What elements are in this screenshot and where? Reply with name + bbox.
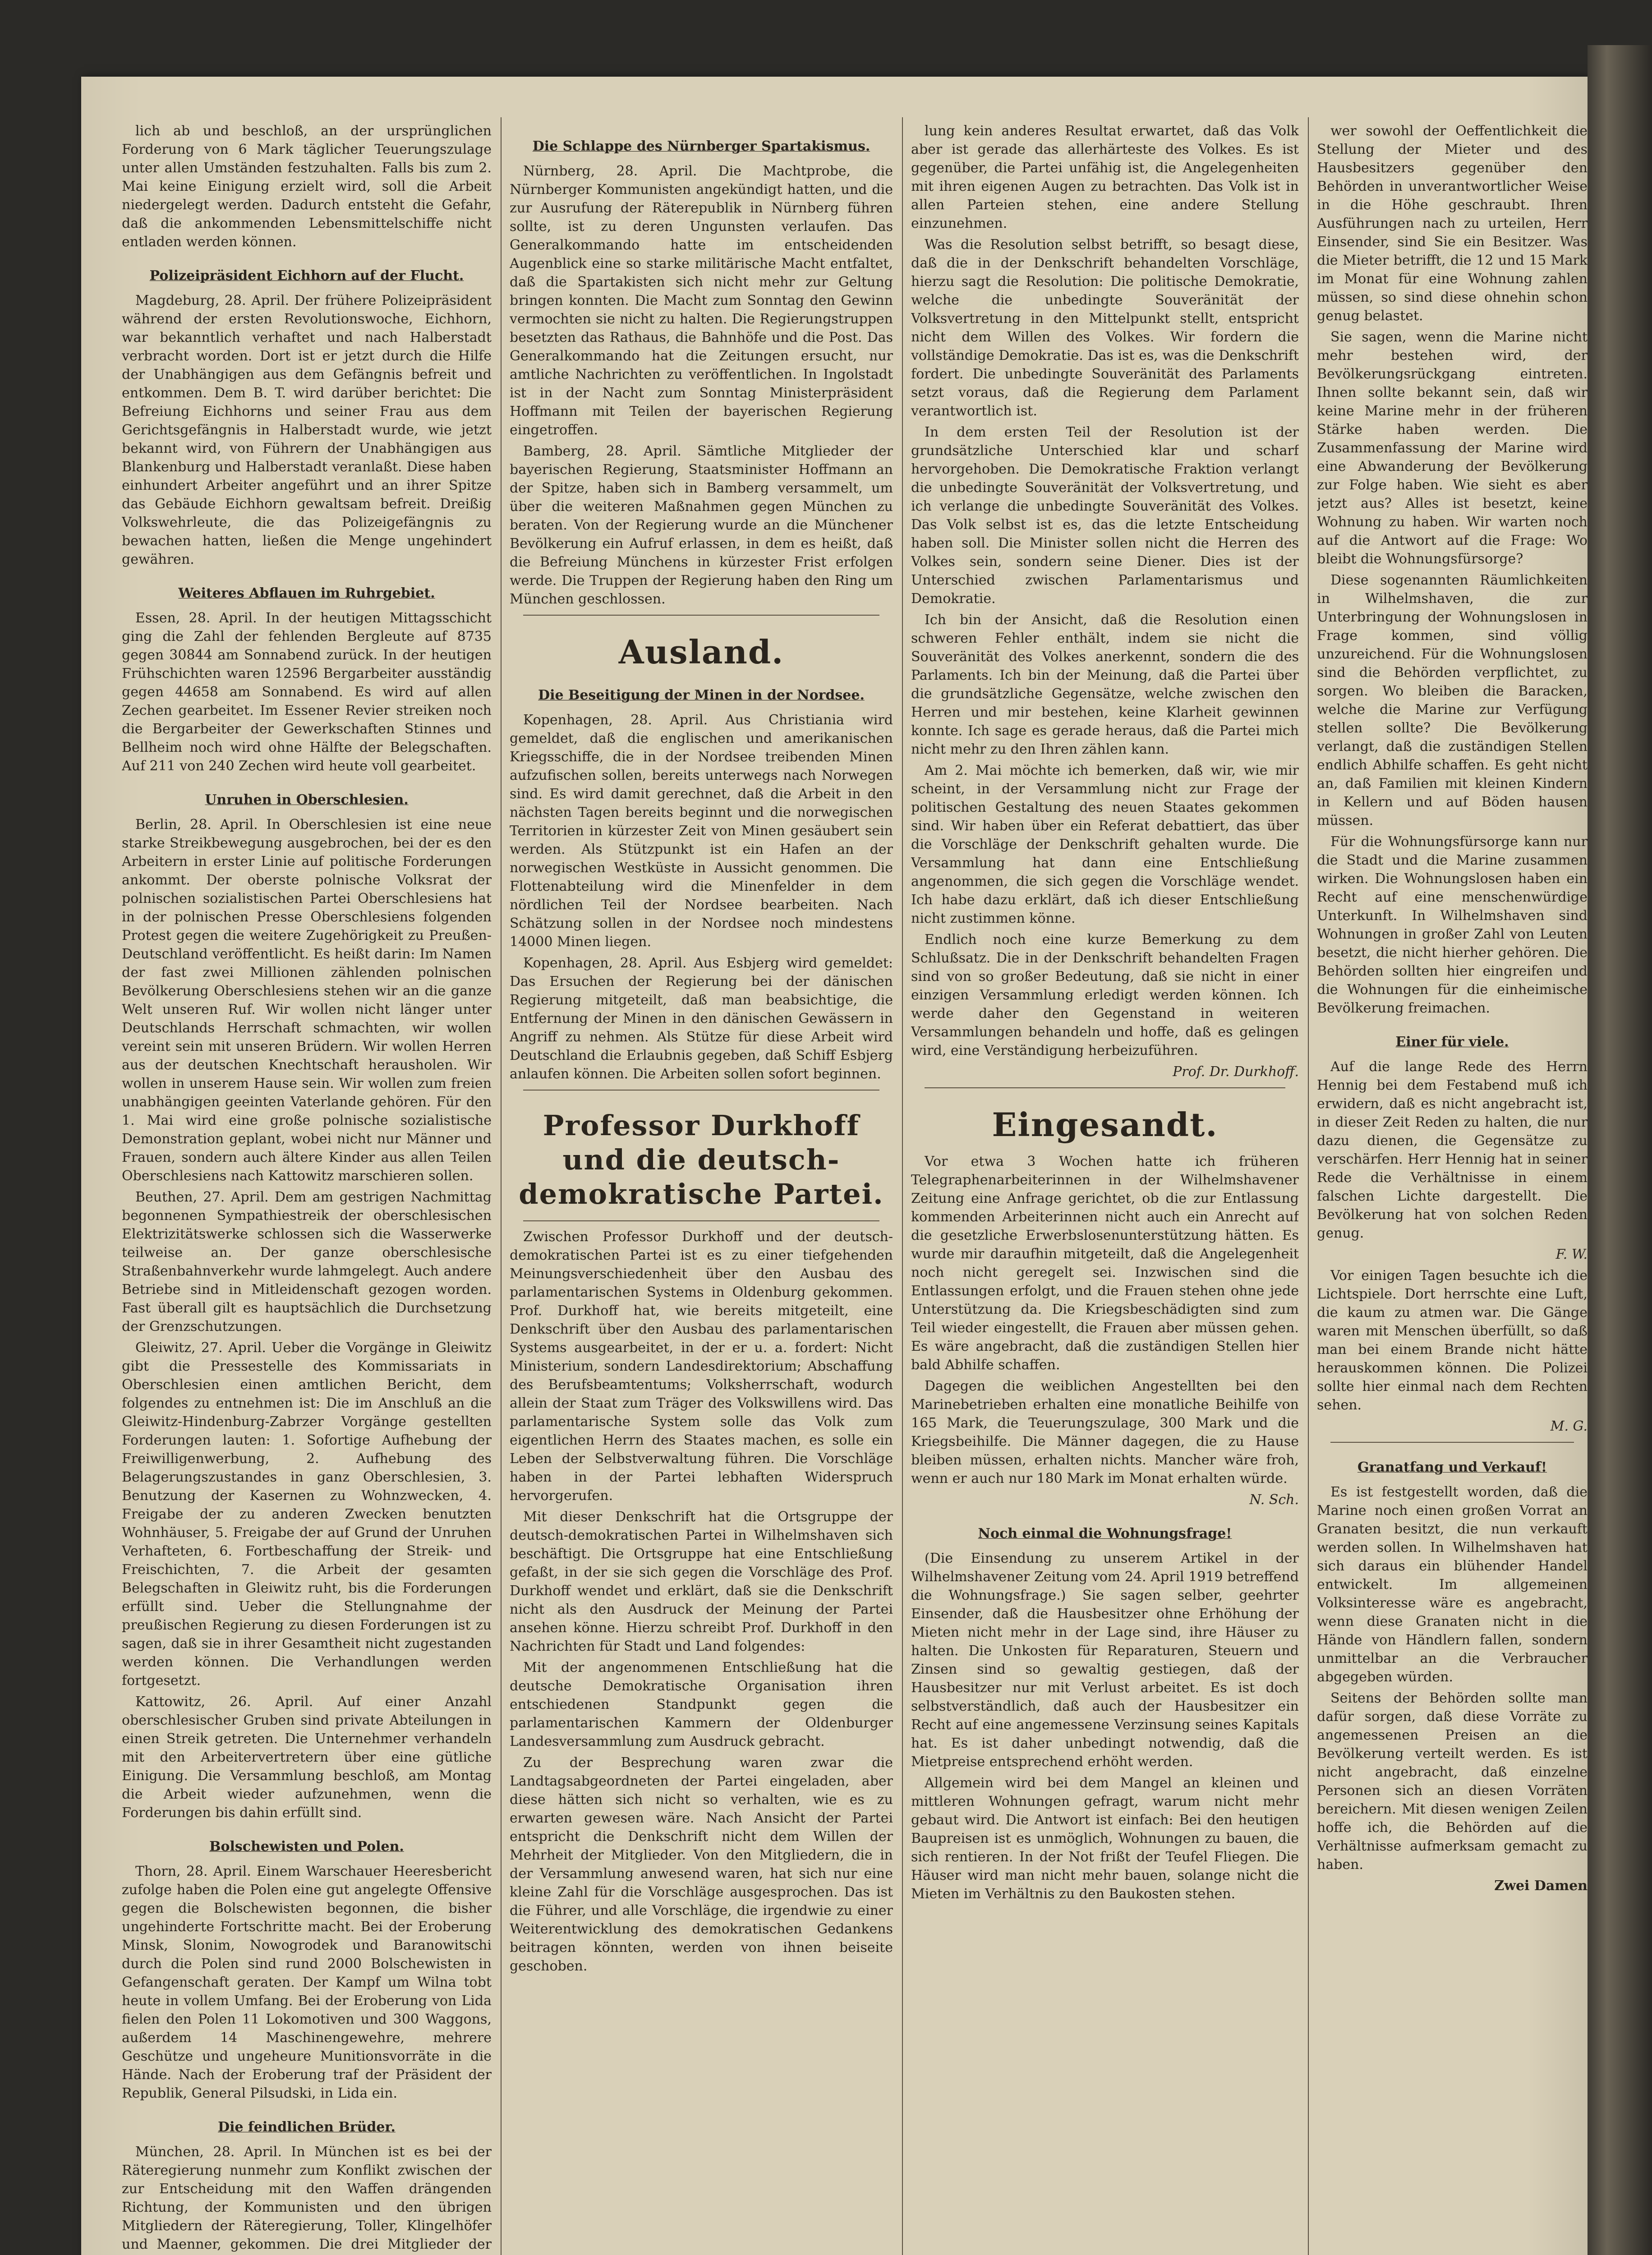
paragraph: Was die Resolution selbst betrifft, so besagt diese, daß die in der Denkschrift behandelten Vorschläge, hierzu sagt die Resolution: Die politische Demokratie, welche die unbedingte Souveränität der Volksvertretung in den Mittelpunkt stellt, entspricht nicht dem Willen des Volkes. Wir fordern die vollständige Demokratie. Das ist es, was die Denkschrift fordert. Die unbedingte Souveränität des Parlaments setzt voraus, daß die Regierung dem Parlament verantwortlich ist. (911, 237, 1299, 419)
paragraph: Dagegen die weiblichen Angestellten bei den Marinebetrieben erhalten eine monatliche Beihilfe von 165 Mark, die Teuerungszulage, 300 Mark und die Kriegsbeihilfe. Die Männer dagegen, die zu Hause bleiben müssen, erhalten nichts. Mancher wäre froh, wenn er auch nur 180 Mark im Monat erhalten würde. (911, 1378, 1299, 1486)
column-2 (510, 122, 893, 2255)
column-4 (1317, 122, 1588, 2255)
column-1 (122, 122, 492, 2255)
section-divider (523, 1220, 879, 1221)
section-heading: Die Beseitigung der Minen in der Nordsee. (538, 687, 865, 703)
paragraph: Kattowitz, 26. April. Auf einer Anzahl oberschlesischer Gruben sind private Abteilungen in einen Streik getreten. Die Unternehmer verhandeln mit den Arbeitervertretern über eine gütliche Einigung. Die Versammlung beschloß, am Montag die Arbeit wieder aufzunehmen, wenn die Forderungen bis dahin erfüllt sind. (122, 1694, 492, 1821)
column-divider (902, 117, 903, 2255)
paragraph: Berlin, 28. April. In Oberschlesien ist eine neue starke Streikbewegung ausgebrochen, bei der es den Arbeitern in erster Linie auf politische Forderungen ankommt. Der oberste polnische Volksrat der polnischen sozialistischen Partei Oberschlesiens hat in der polnischen Presse Oberschlesiens folgenden Protest gegen die weitere Zugehörigkeit zu Preußen-Deutschland veröffentlicht. Es heißt darin: Im Namen der fast zwei Millionen zählenden polnischen Bevölkerung Oberschlesiens stehen wir an die ganze Welt unseren Ruf. Wir wollen nicht länger unter Deutschlands Herrschaft schmachten, wir wollen vereint sein mit unseren Brüdern. Wir wollen Herren aus der deutschen Knechtschaft herausholen. Wir wollen in unserem Hause sein. Wir wollen zum freien unabhängigen geeinten Vaterlande gehören. Für den 1. Mai wird eine große polnische sozialistische Demonstration geplant, wobei nicht nur Männer und Frauen, sondern auch ältere Kinder aus allen Teilen Oberschlesiens nach Kattowitz marschieren sollen. (122, 817, 492, 1184)
section-heading: Einer für viele. (1395, 1034, 1509, 1050)
section-title: Ausland. (618, 633, 784, 671)
section-heading: Die Schlappe des Nürnberger Spartakismus. (532, 138, 870, 154)
paragraph: Seitens der Behörden sollte man dafür sorgen, daß diese Vorräte zu angemessenen Preisen an die Bevölkerung verteilt werden. Es ist nicht angebracht, daß einzelne Personen sich an diesen Vorräten bereichern. Mit diesen wenigen Zeilen hoffe ich, die Behörden auf die Verhältnisse aufmerksam gemacht zu haben. (1317, 1690, 1588, 1873)
section-heading: Granatfang und Verkauf! (1357, 1459, 1547, 1475)
section-heading: Unruhen in Oberschlesien. (205, 792, 409, 808)
paragraph: lich ab und beschloß, an der ursprünglichen Forderung von 6 Mark täglicher Teuerungszulage unter allen Umständen festzuhalten. Falls bis zum 2. Mai keine Einigung erzielt wird, soll die Arbeit niedergelegt werden. Dadurch entsteht die Gefahr, daß die ankommenden Lebensmittelschiffe nicht entladen werden können. (122, 123, 492, 250)
paragraph: Am 2. Mai möchte ich bemerken, daß wir, wie mir scheint, in der Versammlung nicht zur Frage der politischen Gestaltung des neuen Staates gekommen sind. Wir haben über ein Referat debattiert, das über die Vorschläge der Denkschrift gehalten wurde. Die Versammlung hat dann eine Entschließung angenommen, die sich gegen die Vorschläge wendet. Ich habe dazu erklärt, daß ich dieser Entschließung nicht zustimmen könne. (911, 763, 1299, 926)
paragraph: Mit dieser Denkschrift hat die Ortsgruppe der deutsch-demokratischen Partei in Wilhelmshaven sich beschäftigt. Die Ortsgruppe hat eine Entschließung gefaßt, in der sie sich gegen die Vorschläge des Prof. Durkhoff wendet und erklärt, daß sie die Denkschrift nicht als den Ausdruck der Meinung der Partei ansehen könne. Hierzu schreibt Prof. Durkhoff in den Nachrichten für Stadt und Land folgendes: (510, 1509, 893, 1654)
paragraph: Gleiwitz, 27. April. Ueber die Vorgänge in Gleiwitz gibt die Pressestelle des Kommissariats in Oberschlesien einen amtlichen Bericht, dem folgendes zu entnehmen ist: Die im Anschluß an die Gleiwitz-Hindenburg-Zabrzer Vorgänge gestellten Forderungen lauten: 1. Sofortige Aufhebung der Freiwilligenwerbung, 2. Aufhebung des Belagerungszustandes in ganz Oberschlesien, 3. Benutzung der Kasernen zu Wohnzwecken, 4. Freigabe der zu anderen Zwecken benutzten Wohnhäuser, 5. Freigabe der auf Grund der Unruhen Verhafteten, 6. Fortbeschaffung der Streik- und Freischichten, 7. die Arbeit der gesamten Belegschaften in Gleiwitz ruht, bis die Forderungen erfüllt sind. Ueber die Stellungnahme der preußischen Regierung zu diesen Forderungen ist zu sagen, daß sie in ihrer Gesamtheit nicht zugestanden werden können. Die Verhandlungen werden fortgesetzt. (122, 1340, 492, 1689)
column-3 (911, 122, 1299, 2255)
section-divider (523, 1090, 879, 1091)
section-heading: Noch einmal die Wohnungsfrage! (978, 1526, 1232, 1542)
paragraph: Vor etwa 3 Wochen hatte ich früheren Telegraphenarbeiterinnen in der Wilhelmshavener Zeitung eine Anfrage gerichtet, ob die zur Entlassung kommenden Arbeiterinnen nicht auch ein Anrecht auf die gesetzliche Erwerbslosenunterstützung hätten. Es wurde mir daraufhin mitgeteilt, daß die Angelegenheit noch nicht geregelt sei. Inzwischen sind die Entlassungen erfolgt, und die Frauen stehen ohne jede Unterstützung da. Die Kriegsbeschädigten sind zum Teil wieder eingestellt, die Frauen aber müssen gehen. Es wäre angebracht, daß die zuständigen Stellen hier bald Abhilfe schaffen. (911, 1154, 1299, 1373)
section-divider (1330, 1442, 1574, 1443)
article-title: Professor Durkhoff und die deutsch-demokratische Partei. (519, 1109, 884, 1210)
signature: Prof. Dr. Durkhoff. (1173, 1064, 1299, 1080)
section-heading: Weiteres Abflauen im Ruhrgebiet. (178, 585, 435, 601)
paragraph: Thorn, 28. April. Einem Warschauer Heeresbericht zufolge haben die Polen eine gut angelegte Offensive gegen die Bolschewisten begonnen, die bisher ungehinderte Fortschritte macht. Bei der Eroberung Minsk, Slonim, Nowogrodek und Baranowitschi durch die Polen sind rund 2000 Bolschewisten in Gefangenschaft geraten. Der Kampf um Wilna tobt heute in vollem Umfang. Bei der Eroberung von Lida fielen den Polen 11 Lokomotiven und 300 Waggons, außerdem 14 Maschinengewehre, mehrere Geschütze und ungeheure Munitionsvorräte in die Hände. Nach der Eroberung traf der Präsident der Republik, General Pilsudski, in Lida ein. (122, 1864, 492, 2101)
section-heading: Die feindlichen Brüder. (218, 2119, 396, 2135)
column-divider (501, 117, 502, 2255)
section-heading: Bolschewisten und Polen. (209, 1839, 404, 1855)
paragraph: wer sowohl der Oeffentlichkeit die Stellung der Mieter und des Hausbesitzers gegenüber den Behörden in unverantwortlicher Weise in die Höhe geschraubt. Ihren Ausführungen nach zu urteilen, Herr Einsender, sind Sie ein Besitzer. Was die Mieter betrifft, die 12 und 15 Mark im Monat für eine Wohnung zahlen müssen, so sind diese ohnehin schon genug belastet. (1317, 123, 1588, 324)
paragraph: Kopenhagen, 28. April. Aus Christiania wird gemeldet, daß die englischen und amerikanischen Kriegsschiffe, die in der Nordsee treibenden Minen aufzufischen sollen, bereits unterwegs nach Norwegen sind. Es wird damit gerechnet, daß die Arbeit in den nächsten Tagen bereits beginnt und die norwegischen Territorien in kürzester Zeit von Minen gesäubert sein werden. Als Stützpunkt ist ein Hafen an der norwegischen Westküste in Aussicht genommen. Die Flottenabteilung wird die Minenfelder in dem nördlichen Teil der Nordsee bearbeiten. Nach Schätzung sollen in der Nordsee noch mindestens 14000 Minen liegen. (510, 712, 893, 950)
paragraph: Ich bin der Ansicht, daß die Resolution einen schweren Fehler enthält, indem sie nicht die Souveränität des Volkes anerkennt, sondern die des Parlaments. Ich bin der Meinung, daß die Partei über die grundsätzliche Gegensätze, welche zwischen den Herren und mir bestehen, keine Klarheit gewinnen konnte. Ich sage es gerade heraus, daß die Partei mich nicht mehr zu den Ihren zählen kann. (911, 612, 1299, 757)
newspaper-page (81, 77, 1588, 2255)
signature: N. Sch. (1249, 1492, 1299, 1508)
paragraph: Endlich noch eine kurze Bemerkung zu dem Schlußsatz. Die in der Denkschrift behandelten Fragen sind von so großer Bedeutung, daß sie nicht in einer einzigen Versammlung erledigt werden können. Ich werde daher den Gegenstand in weiteren Versammlungen behandeln und hoffe, daß es gelingen wird, eine Verständigung herbeizuführen. (911, 932, 1299, 1058)
column-divider (1308, 117, 1309, 2255)
section-heading: Polizeipräsident Eichhorn auf der Flucht. (149, 268, 464, 284)
paragraph: Mit der angenommenen Entschließung hat die deutsche Demokratische Organisation ihren entschiedenen Standpunkt gegen die parlamentarischen Kammern der Oldenburger Landesversammlung zum Ausdruck gebracht. (510, 1660, 893, 1749)
paragraph: lung kein anderes Resultat erwartet, daß das Volk aber ist gerade das allerhärteste des Volkes. Es ist gegenüber, die Partei unfähig ist, die Angelegenheiten mit ihren eigenen Augen zu betrachten. Das Volk ist in allen Parteien stehen, eine andere Stellung einzunehmen. (911, 123, 1299, 231)
paragraph: Vor einigen Tagen besuchte ich die Lichtspiele. Dort herrschte eine Luft, die kaum zu atmen war. Die Gänge waren mit Menschen überfüllt, so daß man bei einem Brande nicht hätte herauskommen können. Die Polizei sollte hier einmal nach dem Rechten sehen. (1317, 1268, 1588, 1413)
continuation-note: Zwei Damen (1494, 1878, 1588, 1894)
paragraph: Essen, 28. April. In der heutigen Mittagsschicht ging die Zahl der fehlenden Bergleute auf 8735 gegen 30844 am Sonnabend zurück. In der heutigen Frühschichten waren 12596 Bergarbeiter ausständig gegen 44658 am Sonnabend. Es wird auf allen Zechen gearbeitet. Im Essener Revier streiken noch die Bergarbeiter der Gewerkschaften Stinnes und Bellheim noch wird ohne Hälfte der Belegschaften. Auf 211 von 240 Zechen wird heute voll gearbeitet. (122, 610, 492, 774)
signature: F. W. (1555, 1247, 1588, 1262)
paragraph: Auf die lange Rede des Herrn Hennig bei dem Festabend muß ich erwidern, daß es nicht angebracht ist, in dieser Zeit Reden zu halten, die nur dazu dienen, die Gegensätze zu verschärfen. Herr Hennig hat in seiner Rede die Verhältnisse in einem falschen Lichte dargestellt. Die Bevölkerung hat von solchen Reden genug. (1317, 1059, 1588, 1241)
paragraph: Allgemein wird bei dem Mangel an kleinen und mittleren Wohnungen gefragt, warum nicht mehr gebaut wird. Die Antwort ist einfach: Bei den heutigen Baupreisen ist es unmöglich, Wohnungen zu bauen, die sich rentieren. In der Not frißt der Teufel Fliegen. Die Häuser wird man nicht mehr bauen, solange nicht die Mieten im Verhältnis zu den Baukosten stehen. (911, 1775, 1299, 1902)
section-divider (523, 615, 879, 616)
paragraph: Bamberg, 28. April. Sämtliche Mitglieder der bayerischen Regierung, Staatsminister Hoffmann an der Spitze, haben sich in Bamberg versammelt, um über die weiteren Maßnahmen gegen München zu beraten. Von der Regierung wurde an die Münchener Bevölkerung ein Aufruf erlassen, in dem es heißt, daß die Befreiung Münchens in kürzester Frist erfolgen werde. Die Truppen der Regierung haben den Ring um München geschlossen. (510, 443, 893, 607)
paragraph: Nürnberg, 28. April. Die Machtprobe, die Nürnberger Kommunisten angekündigt hatten, und die zur Ausrufung der Räterepublik in Nürnberg führen sollte, ist zu deren Ungunsten verlaufen. Das Generalkommando hatte im entscheidenden Augenblick eine so starke militärische Macht entfaltet, daß die Spartakisten sich nicht mehr zur Geltung bringen konnten. Die Macht zum Sonntag den Gewinn vermochten sie nicht zu halten. Die Regierungstruppen besetzten das Rathaus, die Bahnhöfe und die Post. Das Generalkommando hat die Zeitungen ersucht, nur amtliche Nachrichten zu veröffentlichen. In Ingolstadt ist in der Nacht zum Sonntag Ministerpräsident Hoffmann mit Teilen der bayerischen Regierung eingetroffen. (510, 163, 893, 438)
paragraph: Beuthen, 27. April. Dem am gestrigen Nachmittag begonnenen Sympathiestreik der oberschlesischen Elektrizitätswerke schlossen sich die Wasserwerke teilweise an. Der ganze oberschlesische Straßenbahnverkehr wurde lahmgelegt. Auch andere Betriebe sind in Mitleidenschaft gezogen worden. Fast überall gilt es hauptsächlich die Durchsetzung der Grenzschutzungen. (122, 1189, 492, 1335)
paragraph: Für die Wohnungsfürsorge kann nur die Stadt und die Marine zusammen wirken. Die Wohnungslosen haben ein Recht auf eine menschenwürdige Unterkunft. In Wilhelmshaven sind Wohnungen in großer Zahl von Leuten besetzt, die nicht hierher gehören. Die Behörden sollten hier eingreifen und die Wohnungen für die einheimische Bevölkerung freimachen. (1317, 834, 1588, 1016)
paragraph: München, 28. April. In München ist es bei der Räteregierung nunmehr zum Konflikt zwischen der zur Entscheidung mit den Waffen drängenden Richtung, der Kommunisten und den übrigen Mitgliedern der Räteregierung, Toller, Klingelhöfer und Maenner, gekommen. Die drei Mitglieder der (122, 2144, 492, 2252)
section-title: Eingesandt. (992, 1105, 1218, 1144)
paragraph: In dem ersten Teil der Resolution ist der grundsätzliche Unterschied klar und scharf hervorgehoben. Die Demokratische Fraktion verlangt die unbedingte Souveränität der Volksvertretung, und ich verlange die unbedingte Souveränität des Volkes. Das Volk selbst ist es, das die letzte Entscheidung haben soll. Die Minister sollen nicht die Herren des Volkes sein, sondern seine Diener. Dies ist der Unterschied zwischen Parlamentarismus und Demokratie. (911, 424, 1299, 607)
paragraph: Magdeburg, 28. April. Der frühere Polizeipräsident während der ersten Revolutionswoche, Eichhorn, war bekanntlich verhaftet und nach Halberstadt verbracht worden. Dort ist er jetzt durch die Hilfe der Unabhängigen aus dem Gefängnis befreit und entkommen. Dem B. T. wird darüber berichtet: Die Befreiung Eichhorns und seiner Frau aus dem Gerichtsgefängnis in Halberstadt wurde, wie jetzt bekannt wird, von Führern der Unabhängigen aus Blankenburg und Halberstadt veranlaßt. Diese haben einhundert Arbeiter angeführt und an ihrer Spitze das Gebäude Eichhorn gewaltsam befreit. Dreißig Volkswehrleute, die das Polizeigefängnis zu bewachen hatten, ließen die Menge ungehindert gewähren. (122, 293, 492, 567)
paragraph: (Die Einsendung zu unserem Artikel in der Wilhelmshavener Zeitung vom 24. April 1919 betreffend die Wohnungsfrage.) Sie sagen selber, geehrter Einsender, daß die Hausbesitzer ohne Erhöhung der Mieten nicht mehr in der Lage sind, ihre Häuser zu halten. Die Unkosten für Reparaturen, Steuern und Zinsen sind so gewaltig gestiegen, daß der Hausbesitzer nur mit Verlust arbeitet. Es ist doch selbstverständlich, daß auch der Hausbesitzer ein Recht auf eine angemessene Verzinsung seines Kapitals hat. Es ist daher unbedingt notwendig, daß die Mietpreise entsprechend erhöht werden. (911, 1551, 1299, 1770)
book-binding-edge (1588, 45, 1652, 2255)
paragraph: Es ist festgestellt worden, daß die Marine noch einen großen Vorrat an Granaten besitzt, die nun verkauft werden sollen. In Wilhelmshaven hat sich daraus ein blühender Handel entwickelt. Im allgemeinen Volksinteresse wäre es angebracht, wenn diese Granaten nicht in die Hände von Händlern fallen, sondern unmittelbar an die Verbraucher abgegeben würden. (1317, 1484, 1588, 1685)
signature: M. G. (1550, 1418, 1588, 1434)
paragraph: Diese sogenannten Räumlichkeiten in Wilhelmshaven, die zur Unterbringung der Wohnungslosen in Frage kommen, sind völlig unzureichend. Für die Wohnungslosen sind die Behörden verpflichtet, zu sorgen. Wo bleiben die Baracken, welche die Marine zur Verfügung stellen sollte? Die Bevölkerung verlangt, daß die zuständigen Stellen endlich Abhilfe schaffen. Es geht nicht an, daß Familien mit kleinen Kindern in Kellern und auf Böden hausen müssen. (1317, 572, 1588, 828)
paragraph: Zu der Besprechung waren zwar die Landtagsabgeordneten der Partei eingeladen, aber diese hätten sich nicht so verhalten, wie es zu erwarten gewesen wäre. Nach Ansicht der Partei entspricht die Denkschrift nicht dem Willen der Mehrheit der Mitglieder. Von den Mitgliedern, die in der Versammlung anwesend waren, hat sich nur eine kleine Zahl für die Vorschläge ausgesprochen. Das ist die Führer, und alle Vorschläge, die irgendwie zu einer Weiterentwicklung des demokratischen Gedankens beitragen könnten, werden von ihnen beiseite geschoben. (510, 1755, 893, 1974)
paragraph: Kopenhagen, 28. April. Aus Esbjerg wird gemeldet: Das Ersuchen der Regierung bei der dänischen Regierung mitgeteilt, daß man beabsichtige, die Entfernung der Minen in den dänischen Gewässern in Angriff zu nehmen. Als Stütze für diese Arbeit wird Deutschland die Erlaubnis gegeben, daß Schiff Esbjerg anlaufen können. Die Arbeiten sollen sofort beginnen. (510, 955, 893, 1082)
paragraph: Zwischen Professor Durkhoff und der deutsch-demokratischen Partei ist es zu einer tiefgehenden Meinungsverschiedenheit über den Ausbau des parlamentarischen Systems in Oldenburg gekommen. Prof. Durkhoff hat, wie bereits mitgeteilt, eine Denkschrift über den Ausbau des parlamentarischen Systems ausgearbeitet, in der er u. a. fordert: Nicht Ministerium, sondern Landesdirektorium; Abschaffung des Berufsbeamtentums; Volksherrschaft, wodurch allein der Staat zum Träger des Volkswillens wird. Das parlamentarische System solle das Volk zum eigentlichen Herrn des Staates machen, es solle ein Leben der Selbstverwaltung führen. Die Vorschläge haben in der Partei lebhaften Widerspruch hervorgerufen. (510, 1229, 893, 1504)
section-divider (925, 1087, 1285, 1088)
paragraph: Sie sagen, wenn die Marine nicht mehr bestehen wird, der Bevölkerungsrückgang eintreten. Ihnen sollte bekannt sein, daß wir keine Marine mehr in der früheren Stärke haben werden. Die Zusammenfassung der Marine wird eine Abwanderung der Bevölkerung zur Folge haben. Wie sieht es aber jetzt aus? Alles ist besetzt, keine Wohnung zu haben. Wir warten noch auf die Antwort auf die Frage: Wo bleibt die Wohnungsfürsorge? (1317, 329, 1588, 567)
